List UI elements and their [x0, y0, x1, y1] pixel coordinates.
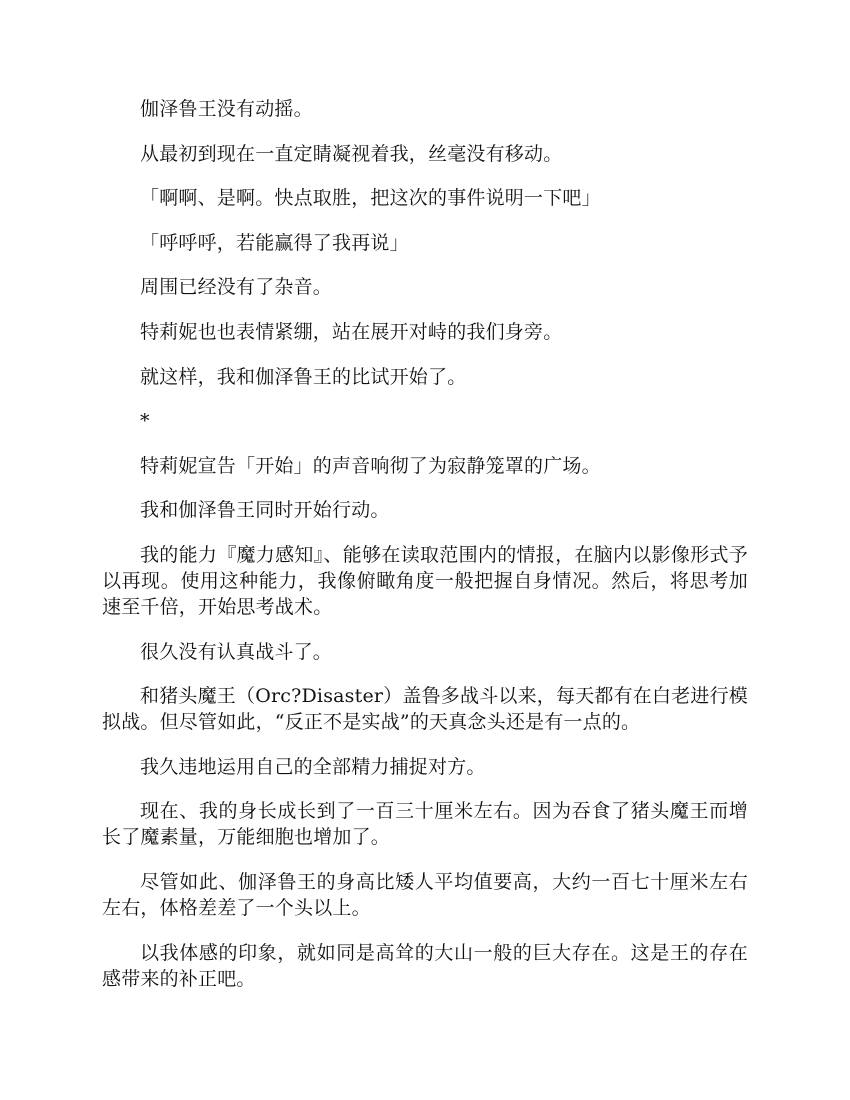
paragraph-5: 周围已经没有了杂音。 [140, 276, 333, 299]
paragraph-15: 尽管如此、伽泽鲁王的身高比矮人平均值要高，大约一百七十厘米左右左右，体格差差了一个头以上。 [102, 870, 748, 919]
paragraph-4: 「呼呼呼，若能赢得了我再说」 [140, 231, 409, 254]
paragraph-3: 「啊啊、是啊。快点取胜，把这次的事件说明一下吧」 [140, 187, 601, 210]
paragraph-2: 从最初到现在一直定睛凝视着我，丝毫没有移动。 [140, 142, 563, 165]
document-page [102, 96, 748, 1010]
paragraph-13: 我久违地运用自己的全部精力捕捉对方。 [140, 755, 486, 778]
paragraph-7: 就这样，我和伽泽鲁王的比试开始了。 [140, 365, 467, 388]
paragraph-14: 现在、我的身长成长到了一百三十厘米左右。因为吞食了猪头魔王而增长了魔素量，万能细胞也增加了。 [102, 800, 748, 849]
paragraph-11: 很久没有认真战斗了。 [140, 640, 333, 663]
paragraph-12: 和猪头魔王（Orc?Disaster）盖鲁多战斗以来，每天都有在白老进行模拟战。但尽管如此，“反正不是实战”的天真念头还是有一点的。 [102, 685, 748, 734]
paragraph-10: 我的能力『魔力感知』、能够在读取范围内的情报，在脑内以影像形式予以再现。使用这种能力，我像俯瞰角度一般把握自身情况。然后，将思考加速至千倍，开始思考战术。 [102, 543, 748, 618]
paragraph-1: 伽泽鲁王没有动摇。 [140, 98, 313, 120]
paragraph-9: 我和伽泽鲁王同时开始行动。 [140, 499, 390, 522]
paragraph-6: 特莉妮也也表情紧绷，站在展开对峙的我们身旁。 [140, 320, 563, 343]
scene-break: * [140, 410, 150, 433]
paragraph-8: 特莉妮宣告「开始」的声音响彻了为寂静笼罩的广场。 [140, 454, 601, 477]
paragraph-16: 以我体感的印象，就如同是高耸的大山一般的巨大存在。这是王的存在感带来的补正吧。 [102, 941, 748, 990]
